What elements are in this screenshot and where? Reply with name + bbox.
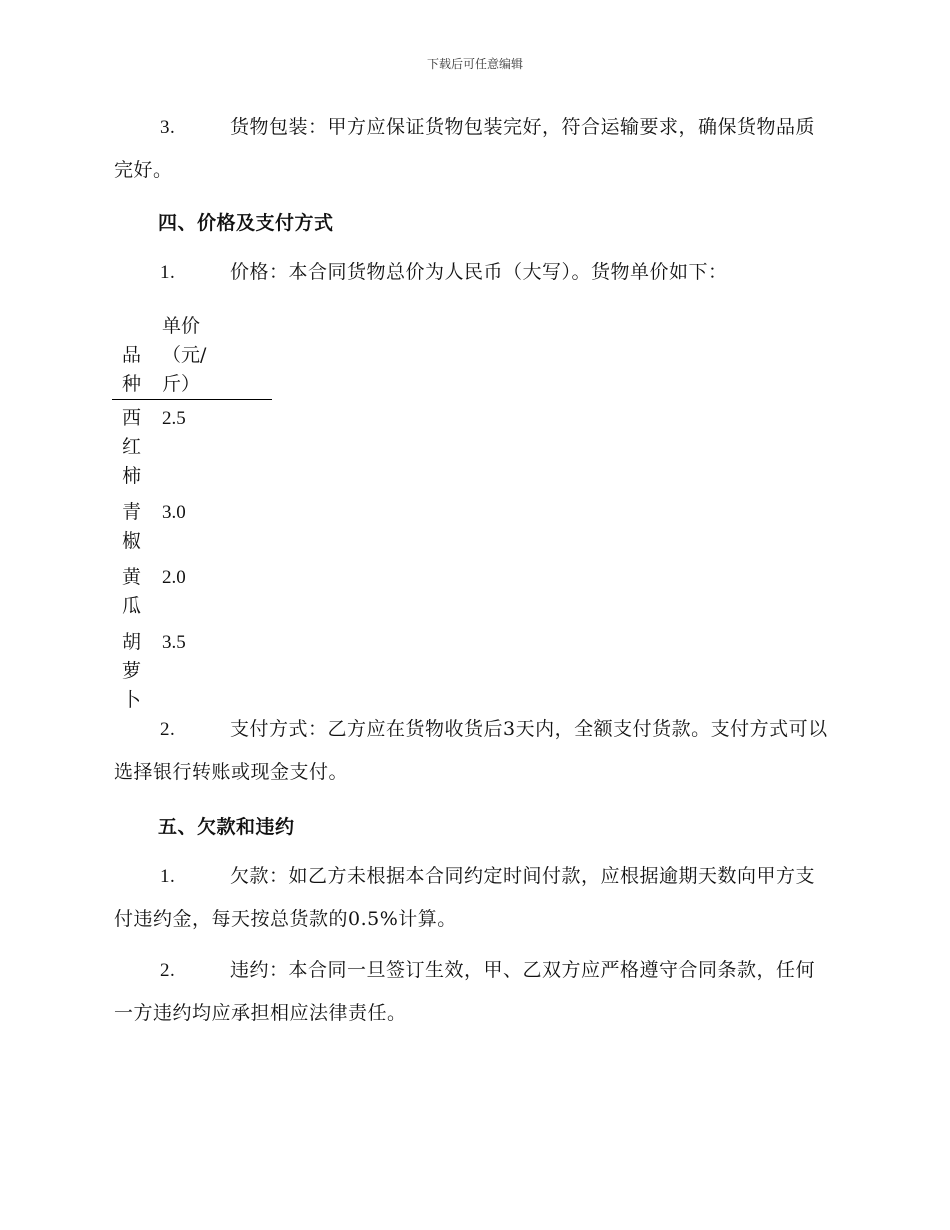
variety-cell: 青椒 [122,501,142,552]
table-header-row [112,312,272,400]
variety-cell: 黄瓜 [122,566,142,617]
clause-number: 2. [160,960,176,981]
clause-breach [114,949,834,1035]
clause-number: 1. [160,262,176,283]
table-row [112,559,272,624]
variety-cell: 胡萝卜 [122,631,142,711]
clause-number: 1. [160,866,176,887]
clause-price [114,251,834,294]
section-heading-arrears-breach: 五、欠款和违约 [158,816,295,838]
section-heading-price-payment: 四、价格及支付方式 [158,212,334,234]
column-header-variety: 品种 [122,344,142,395]
page-header: 下载后可任意编辑 [426,57,523,71]
price-table [112,312,272,718]
table-row [112,624,272,718]
clause-text: 支付方式：乙方应在货物收货后3天内，全额支付货款。支付方式可以选择银行转账或现金支付。 [114,718,828,783]
column-header-unit-price: 单价（元/斤） [162,315,207,395]
clause-arrears [114,855,834,941]
table-row [112,400,272,495]
variety-cell: 西红柿 [122,407,142,487]
price-cell: 3.5 [162,632,186,653]
clause-text: 货物包装：甲方应保证货物包装完好，符合运输要求，确保货物品质完好。 [114,116,816,181]
price-cell: 2.0 [162,567,186,588]
price-cell: 2.5 [162,408,186,429]
clause-number: 3. [160,117,176,138]
price-cell: 3.0 [162,502,186,523]
clause-text: 价格：本合同货物总价为人民币（大写）。货物单价如下： [230,261,728,283]
clause-text: 欠款：如乙方未根据本合同约定时间付款，应根据逾期天数向甲方支付违约金，每天按总货款的0.5%计算。 [114,865,816,930]
clause-payment-method [114,708,834,794]
clause-packaging [114,106,834,192]
clause-number: 2. [160,719,176,740]
table-row [112,494,272,559]
clause-text: 违约：本合同一旦签订生效，甲、乙双方应严格遵守合同条款，任何一方违约均应承担相应法律责任。 [114,959,816,1024]
